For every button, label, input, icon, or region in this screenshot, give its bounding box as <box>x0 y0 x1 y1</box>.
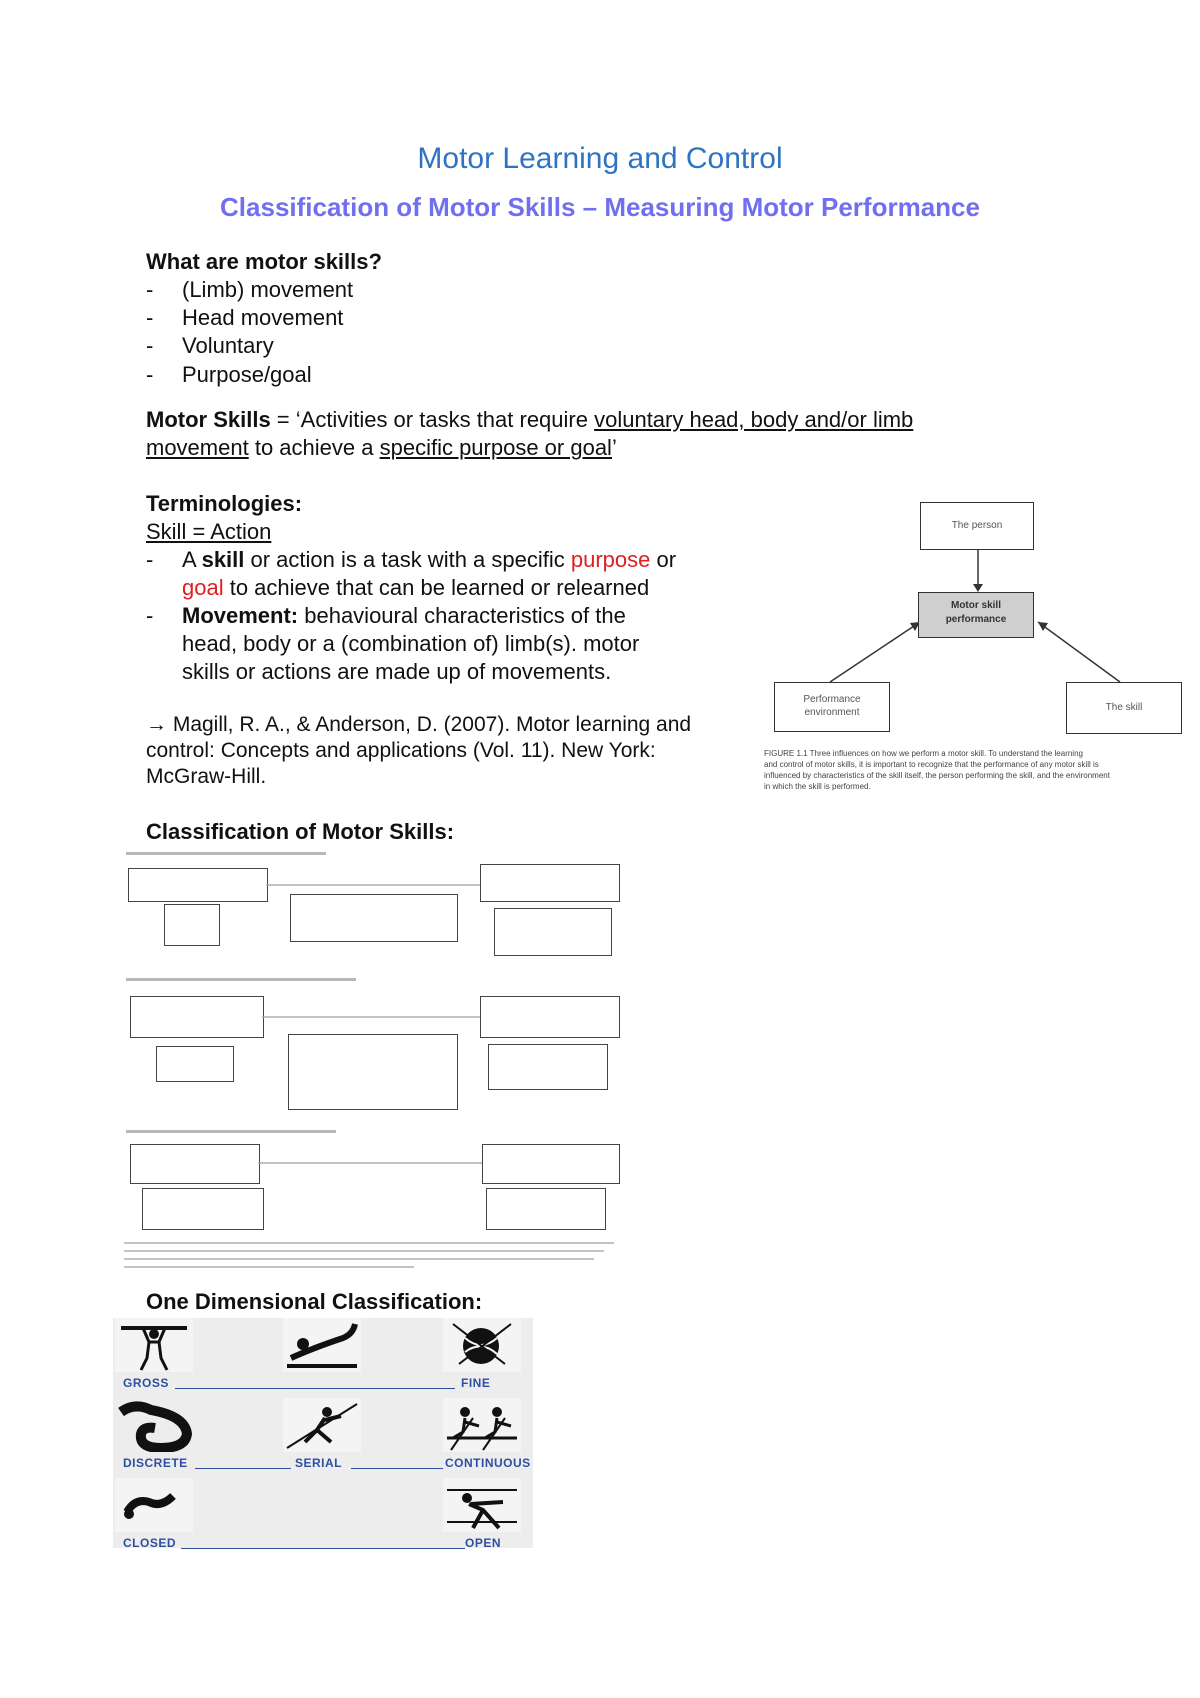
scan-box <box>480 996 620 1038</box>
text: or <box>650 547 677 572</box>
scan-text <box>126 978 356 981</box>
scan-box <box>130 996 264 1038</box>
continuous-label: CONTINUOUS <box>445 1456 531 1470</box>
figure-caption <box>764 748 1184 792</box>
fine-label: FINE <box>461 1376 491 1390</box>
scan-box <box>142 1188 264 1230</box>
definition-underline: voluntary head, body and/or limb <box>594 407 914 432</box>
rowing-icon <box>443 1398 521 1452</box>
diver-icon <box>115 1478 193 1532</box>
fencer-svg <box>443 1478 521 1532</box>
scan-box <box>288 1034 458 1110</box>
scan-text <box>124 1258 594 1260</box>
text: head, body or a (combination of) limb(s). motor <box>182 631 640 656</box>
scan-connector <box>266 884 480 886</box>
text: A <box>182 547 202 572</box>
list-item: (Limb) movement <box>182 277 354 302</box>
yarn-svg <box>443 1318 521 1372</box>
arrow-head <box>1038 622 1048 631</box>
arrow-env <box>830 622 920 682</box>
motor-skills-definition <box>146 406 1046 462</box>
javelin-thrower-icon <box>283 1398 361 1452</box>
bullet-dash: - <box>146 277 154 302</box>
reference-citation <box>146 712 691 790</box>
scan-box <box>486 1188 606 1230</box>
scan-box <box>290 894 458 942</box>
page-title: Motor Learning and Control <box>417 142 783 175</box>
continuum-line <box>195 1468 291 1469</box>
open-label: OPEN <box>465 1536 502 1550</box>
what-heading: What are motor skills? <box>146 249 382 274</box>
one-dimensional-panel <box>113 1318 533 1548</box>
bullet-dash: - <box>146 603 154 628</box>
bowler-svg <box>115 1398 193 1452</box>
person-box: The person <box>920 502 1034 550</box>
scan-text <box>124 1266 414 1268</box>
reference-line: McGraw-Hill. <box>146 765 267 788</box>
scan-text <box>124 1250 604 1252</box>
page-subtitle: Classification of Motor Skills – Measuring Motor Performance <box>220 192 980 222</box>
bullet-dash: - <box>146 333 154 358</box>
skill-equals-action: Skill = Action <box>146 519 272 544</box>
bullet-dash: - <box>146 362 154 387</box>
serial-label: SERIAL <box>295 1456 343 1470</box>
definition-text: ’ <box>611 435 617 460</box>
bowler-icon <box>115 1398 193 1452</box>
continuum-line <box>175 1388 455 1389</box>
javelin-svg <box>283 1398 361 1452</box>
classification-caption-scan <box>124 1242 614 1268</box>
skill-box: The skill <box>1066 682 1182 734</box>
text-bold: Movement: <box>182 603 299 628</box>
box-line: environment <box>804 707 860 718</box>
closed-label: CLOSED <box>123 1536 177 1550</box>
box-line: Performance <box>803 694 861 705</box>
text: behavioural characteristics of the <box>298 603 626 628</box>
scan-box <box>130 1144 260 1184</box>
scan-box <box>156 1046 234 1082</box>
definition-underline: specific purpose or goal <box>379 435 612 460</box>
bullet-dash: - <box>146 547 154 572</box>
caption-line: and control of motor skills, it is important to recognize that the performance of any motor skill is <box>764 760 1099 769</box>
text-red: purpose <box>570 547 651 572</box>
scan-box <box>164 904 220 946</box>
text-red: goal <box>182 575 224 600</box>
scan-box <box>480 864 620 902</box>
caption-line: influenced by characteristics of the skill itself, the person performing the skill, and the environment <box>764 771 1110 780</box>
motor-skill-performance-box <box>918 592 1034 638</box>
definition-term: Motor Skills <box>146 407 271 432</box>
text: to achieve that can be learned or relearned <box>223 575 650 600</box>
box-line: performance <box>945 614 1007 625</box>
scan-connector <box>258 1162 482 1164</box>
list-item: Purpose/goal <box>182 362 312 387</box>
reference-line: → Magill, R. A., & Anderson, D. (2007). Motor learning and <box>146 713 692 736</box>
list-item: Voluntary <box>182 333 274 358</box>
scan-text <box>126 1130 336 1133</box>
scan-text <box>126 852 326 855</box>
scan-box <box>494 908 612 956</box>
performance-environment-box <box>774 682 890 732</box>
classification-heading: Classification of Motor Skills: <box>146 819 455 844</box>
diver-svg <box>115 1478 193 1532</box>
one-dimensional-heading: One Dimensional Classification: <box>146 1289 483 1314</box>
yarn-knitting-icon <box>443 1318 521 1372</box>
box-line: Motor skill <box>950 600 1001 611</box>
text: skills or actions are made up of movements. <box>182 659 612 684</box>
continuum-line <box>351 1468 443 1469</box>
bullet-dash: - <box>146 305 154 330</box>
weightlifter-svg <box>115 1318 193 1372</box>
arrow-head <box>973 584 983 592</box>
swimmer-icon <box>283 1318 361 1372</box>
reference-line: control: Concepts and applications (Vol. 11). New York: <box>146 739 656 762</box>
list-item: Head movement <box>182 305 344 330</box>
classification-diagram-image <box>120 848 620 1238</box>
scan-box <box>482 1144 620 1184</box>
text: or action is a task with a specific <box>244 547 571 572</box>
arrow-skill <box>1038 622 1120 682</box>
terminologies-heading: Terminologies: <box>146 491 303 516</box>
movement-definition-item <box>182 602 742 686</box>
weightlifter-icon <box>115 1318 193 1372</box>
text-bold: skill <box>201 547 245 572</box>
caption-line: FIGURE 1.1 Three influences on how we perform a motor skill. To understand the learning <box>764 749 1083 758</box>
definition-text: to achieve a <box>248 435 380 460</box>
fencer-icon <box>443 1478 521 1532</box>
definition-underline: movement <box>146 435 249 460</box>
gross-label: GROSS <box>123 1376 169 1390</box>
swimmer-svg <box>283 1318 361 1372</box>
scan-box <box>488 1044 608 1090</box>
skill-definition-item <box>182 546 742 602</box>
scan-connector <box>262 1016 480 1018</box>
definition-text: = ‘Activities or tasks that require <box>270 407 595 432</box>
three-influences-figure <box>760 492 1190 832</box>
continuum-line <box>181 1548 465 1549</box>
discrete-label: DISCRETE <box>123 1456 188 1470</box>
scan-text <box>124 1242 614 1244</box>
scan-box <box>128 868 268 902</box>
rowing-svg <box>443 1398 521 1452</box>
caption-line: in which the skill is performed. <box>764 782 871 791</box>
